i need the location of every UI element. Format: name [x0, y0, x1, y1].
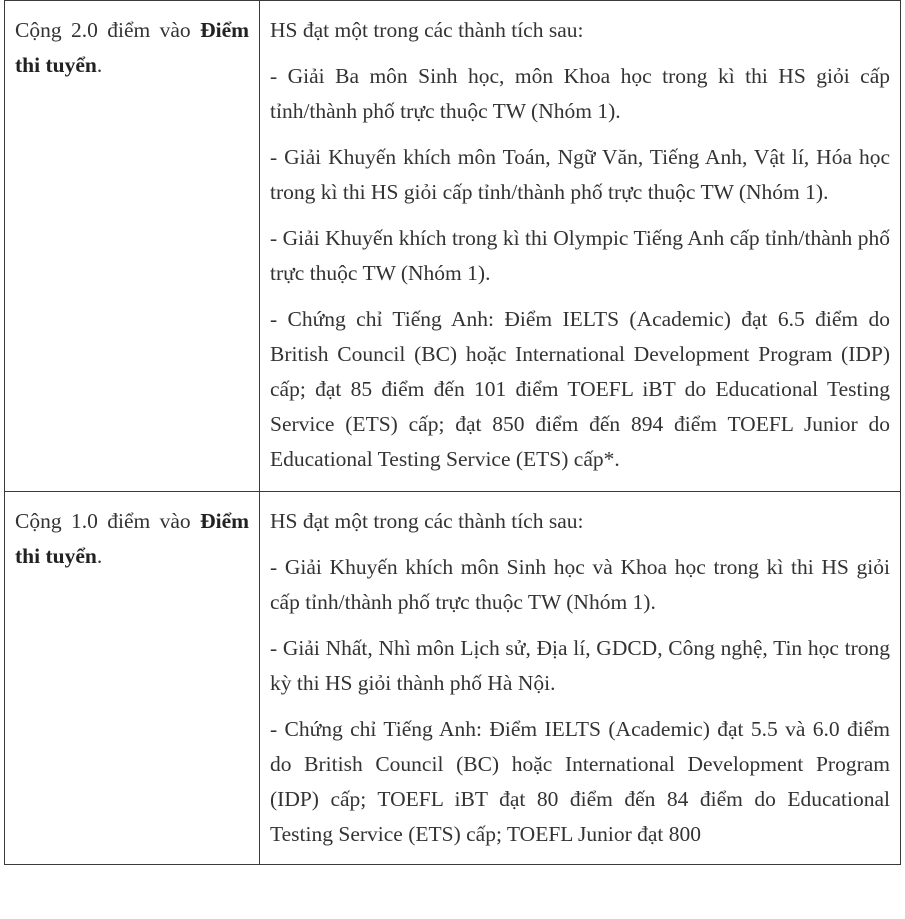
bonus-suffix-text: .: [96, 53, 103, 77]
criteria-cell: [260, 492, 901, 865]
bonus-target-text: Điểm thi tuyển: [15, 18, 250, 77]
bonus-cell: [5, 1, 260, 492]
criteria-item: - Giải Ba môn Sinh học, môn Khoa học trong kì thi HS giỏi cấp tỉnh/thành phố trực thuộc TW (Nhóm 1).: [270, 64, 890, 123]
bonus-points-table: [4, 0, 901, 865]
bonus-suffix-text: .: [96, 544, 103, 568]
criteria-item: - Giải Khuyến khích trong kì thi Olympic Tiếng Anh cấp tỉnh/thành phố trực thuộc TW (Nhóm 1).: [270, 226, 890, 285]
bonus-target-text: Điểm thi tuyển: [15, 509, 250, 568]
table-row: [5, 1, 901, 492]
bonus-amount-text: Cộng 2.0 điểm vào: [15, 18, 191, 42]
criteria-intro: HS đạt một trong các thành tích sau:: [270, 509, 584, 533]
bonus-description: [15, 13, 249, 83]
table-row: [5, 492, 901, 865]
bonus-amount-text: Cộng 1.0 điểm vào: [15, 509, 191, 533]
criteria-item: - Chứng chỉ Tiếng Anh: Điểm IELTS (Academic) đạt 5.5 và 6.0 điểm do British Council (BC) hoặc International Development Program (IDP) cấp; TOEFL iBT đạt 80 điểm đến 84 điểm do Educational Testing Service (ETS) cấp; TOEFL Junior đạt 800: [270, 717, 890, 846]
criteria-item: - Giải Nhất, Nhì môn Lịch sử, Địa lí, GDCD, Công nghệ, Tin học trong kỳ thi HS giỏi thành phố Hà Nội.: [270, 636, 890, 695]
criteria-item: - Chứng chỉ Tiếng Anh: Điểm IELTS (Academic) đạt 6.5 điểm do British Council (BC) hoặc International Development Program (IDP) cấp; đạt 85 điểm đến 101 điểm TOEFL iBT do Educational Testing Service (ETS) cấp; đạt 850 điểm đến 894 điểm TOEFL Junior do Educational Testing Service (ETS) cấp*.: [270, 307, 890, 471]
criteria-item: - Giải Khuyến khích môn Toán, Ngữ Văn, Tiếng Anh, Vật lí, Hóa học trong kì thi HS giỏi cấp tỉnh/thành phố trực thuộc TW (Nhóm 1).: [270, 145, 890, 204]
criteria-cell: [260, 1, 901, 492]
criteria-intro: HS đạt một trong các thành tích sau:: [270, 18, 584, 42]
bonus-cell: [5, 492, 260, 865]
bonus-description: [15, 504, 249, 574]
criteria-item: - Giải Khuyến khích môn Sinh học và Khoa học trong kì thi HS giỏi cấp tỉnh/thành phố trực thuộc TW (Nhóm 1).: [270, 555, 890, 614]
